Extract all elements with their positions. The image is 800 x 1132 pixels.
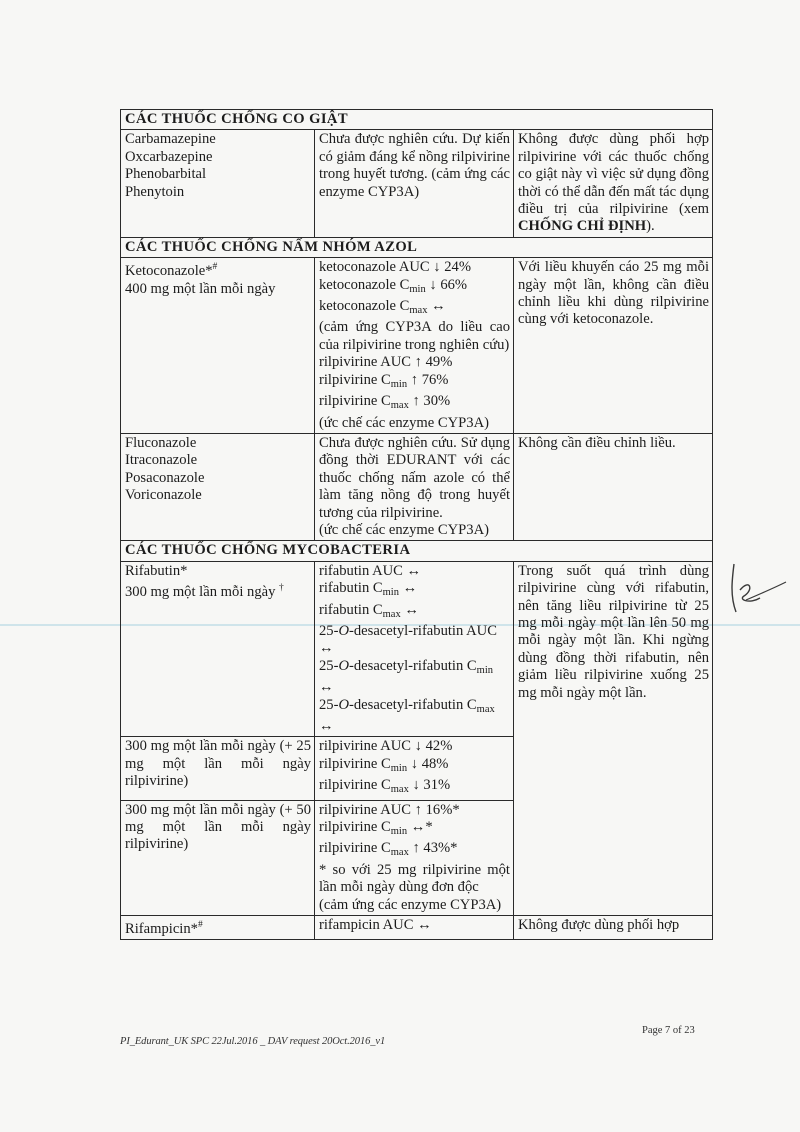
drug-name: Phenobarbital xyxy=(125,166,207,183)
handwritten-initials-signature xyxy=(720,560,790,620)
pk-change: ↔ xyxy=(319,679,334,696)
pk-subscript: max xyxy=(390,847,409,859)
drug-name: Fluconazole xyxy=(125,434,197,451)
pk-change: ↓ 48% xyxy=(407,755,449,772)
pk-change: ↔ xyxy=(427,298,446,315)
pk-change: ↔* xyxy=(407,819,433,836)
mechanism-note: (cảm ứng các enzyme CYP3A) xyxy=(319,896,502,913)
recommendation-cell: Không được dùng phối hợp xyxy=(514,916,713,940)
pk-param: -desacetyl-rifabutin AUC ↔ xyxy=(319,622,497,657)
dose-cell: 300 mg một lần mỗi ngày (+ 25 mg một lần mỗi ngày rilpivirine) xyxy=(121,737,315,800)
pk-value: rifabutin AUC ↔ xyxy=(319,562,422,579)
recommendation-text: Không được dùng phối hợp rilpivirine với các thuốc chống co giật này vì việc sử dụng đồng thời có thể dẫn đến mất tác dụng điều trị của rilpivirine (xem xyxy=(518,131,709,218)
mechanism-note: (cảm ứng CYP3A do liều cao của rilpivirine trong nghiên cứu) xyxy=(319,319,510,353)
footnote-mark: † xyxy=(279,583,284,594)
drug-cell xyxy=(121,433,315,540)
pk-value xyxy=(319,777,510,798)
recommendation-cell: Với liều khuyến cáo 25 mg mỗi ngày một lần, không cần điều chỉnh liều khi dùng rilpivirine cùng với ketoconazole. xyxy=(514,258,713,434)
mechanism-note: (ức chế các enzyme CYP3A) xyxy=(319,414,489,431)
document-reference: PI_Edurant_UK SPC 22Jul.2016 _ DAV request 20Oct.2016_v1 xyxy=(120,1036,386,1047)
pk-change: ↑ 30% xyxy=(408,393,451,410)
drug-name: Rifabutin* xyxy=(125,562,188,579)
pk-subscript: min xyxy=(476,664,494,676)
drug-name: Rifampicin* xyxy=(125,921,198,938)
pk-value xyxy=(319,298,510,319)
pk-change: ↔ xyxy=(398,580,418,597)
section-heading-azole-antifungals: CÁC THUỐC CHỐNG NẤM NHÓM AZOL xyxy=(121,237,713,257)
pk-subscript: max xyxy=(390,400,409,412)
pk-param: 25- xyxy=(319,622,339,639)
pk-italic: O xyxy=(338,622,350,639)
effect-cell xyxy=(315,561,514,737)
pk-value xyxy=(319,393,510,414)
pk-param: ketoconazole C xyxy=(319,298,410,315)
section-heading-antimycobacterials: CÁC THUỐC CHỐNG MYCOBACTERIA xyxy=(121,541,713,561)
drug-name: Voriconazole xyxy=(125,487,202,504)
pk-subscript: min xyxy=(390,826,408,838)
drug-dose-text: 300 mg một lần mỗi ngày xyxy=(125,584,276,601)
comparison-note: * so với 25 mg rilpivirine một lần mỗi ngày dùng đơn độc xyxy=(319,861,510,896)
section-header-row xyxy=(121,110,713,130)
effect-cell xyxy=(315,737,514,800)
recommendation-cell xyxy=(514,130,713,237)
pk-value xyxy=(319,277,510,298)
pk-subscript: min xyxy=(382,587,399,599)
recommendation-cell: Trong suốt quá trình dùng rilpivirine cùng với rifabutin, nên tăng liều rilpivirine từ 25 mg mỗi ngày một lần lên 50 mg mỗi ngày một lần. Khi ngừng dùng đồng thời rifabutin, nên giảm liều rilpivirine xuống 25 mg mỗi ngày một lần. xyxy=(514,561,713,915)
effect-cell xyxy=(315,800,514,915)
pk-param: -desacetyl-rifabutin C xyxy=(349,657,477,674)
drug-name-text: Ketoconazole* xyxy=(125,263,213,280)
effect-cell: Chưa được nghiên cứu. Dự kiến có giảm đáng kể nồng rilpivirine trong huyết tương. (cảm ứng các enzyme CYP3A) xyxy=(315,130,514,237)
drug-name: Itraconazole xyxy=(125,452,198,469)
pk-param: ketoconazole C xyxy=(319,276,410,293)
pk-value xyxy=(319,697,510,736)
pk-value: rilpivirine AUC ↑ 16%* xyxy=(319,801,460,818)
page-number: Page 7 of 23 xyxy=(642,1025,695,1036)
recommendation-cell: Không cần điều chỉnh liều. xyxy=(514,433,713,540)
table-row xyxy=(121,561,713,737)
section-header-row xyxy=(121,237,713,257)
drug-cell xyxy=(121,916,315,940)
drug-dose: 400 mg một lần mỗi ngày xyxy=(125,280,276,297)
footnote-mark: # xyxy=(197,920,203,931)
table-row xyxy=(121,433,713,540)
pk-subscript: min xyxy=(390,762,408,774)
pk-param: rilpivirine C xyxy=(319,371,391,388)
pk-italic: O xyxy=(338,696,350,713)
drug-interaction-table xyxy=(120,109,713,940)
drug-name: Phenytoin xyxy=(125,183,185,200)
pk-value xyxy=(319,372,510,393)
pk-value xyxy=(319,840,510,861)
mechanism-note: (ức chế các enzyme CYP3A) xyxy=(319,521,489,538)
drug-dose xyxy=(125,580,311,601)
pk-value: rilpivirine AUC ↑ 49% xyxy=(319,354,453,371)
pk-subscript: max xyxy=(409,305,428,317)
pk-italic: O xyxy=(338,657,350,674)
pk-value xyxy=(319,756,510,777)
pk-value: ketoconazole AUC ↓ 24% xyxy=(319,259,471,276)
pk-change: ↓ 31% xyxy=(408,777,451,794)
contraindication-reference: CHỐNG CHỈ ĐỊNH xyxy=(518,218,647,235)
effect-cell: rifampicin AUC ↔ xyxy=(315,916,514,940)
dose-cell: 300 mg một lần mỗi ngày (+ 50 mg một lần mỗi ngày rilpivirine) xyxy=(121,800,315,915)
footnote-mark: # xyxy=(212,262,218,273)
pk-value: rilpivirine AUC ↓ 42% xyxy=(319,738,453,755)
pk-param: rifabutin C xyxy=(319,580,383,597)
pk-param: 25- xyxy=(319,696,339,713)
pk-value xyxy=(319,602,510,623)
drug-cell xyxy=(121,561,315,737)
drug-name: Oxcarbazepine xyxy=(125,148,213,165)
pk-param: -desacetyl-rifabutin C xyxy=(349,696,477,713)
effect-cell xyxy=(315,433,514,540)
pk-change: ↑ 43%* xyxy=(408,840,458,857)
pk-change: ↑ 76% xyxy=(407,371,449,388)
pk-param: rifabutin C xyxy=(319,601,383,618)
drug-cell xyxy=(121,130,315,237)
pk-value xyxy=(319,658,510,697)
pk-subscript: max xyxy=(390,784,409,796)
recommendation-text-end: ). xyxy=(646,218,655,235)
pk-param: 25- xyxy=(319,657,339,674)
table-row xyxy=(121,258,713,434)
table-row xyxy=(121,130,713,237)
pk-param: rilpivirine C xyxy=(319,755,391,772)
pk-value xyxy=(319,819,510,840)
pk-change: ↔ xyxy=(400,601,419,618)
pk-change: ↓ 66% xyxy=(425,276,468,293)
pk-param: rilpivirine C xyxy=(319,393,391,410)
drug-name: Posaconazole xyxy=(125,469,205,486)
pk-subscript: min xyxy=(390,378,408,390)
table-row xyxy=(121,916,713,940)
pk-param: rilpivirine C xyxy=(319,819,391,836)
drug-name xyxy=(125,259,311,280)
drug-cell xyxy=(121,258,315,434)
pk-param: rilpivirine C xyxy=(319,777,391,794)
effect-text: Chưa được nghiên cứu. Sử dụng đồng thời EDURANT với các thuốc chống nấm azole có thể làm tăng nồng độ trong huyết tương của rilpivirine. xyxy=(319,434,510,521)
pk-param: rilpivirine C xyxy=(319,840,391,857)
drug-name: Carbamazepine xyxy=(125,131,216,148)
pk-value xyxy=(319,623,510,658)
pk-value xyxy=(319,580,510,601)
section-header-row xyxy=(121,541,713,561)
pk-subscript: min xyxy=(409,283,426,295)
section-heading-anticonvulsants: CÁC THUỐC CHỐNG CO GIẬT xyxy=(121,110,713,130)
pk-subscript: max xyxy=(382,608,401,620)
pk-change: ↔ xyxy=(319,718,334,734)
effect-cell xyxy=(315,258,514,434)
pk-subscript: max xyxy=(476,703,495,715)
